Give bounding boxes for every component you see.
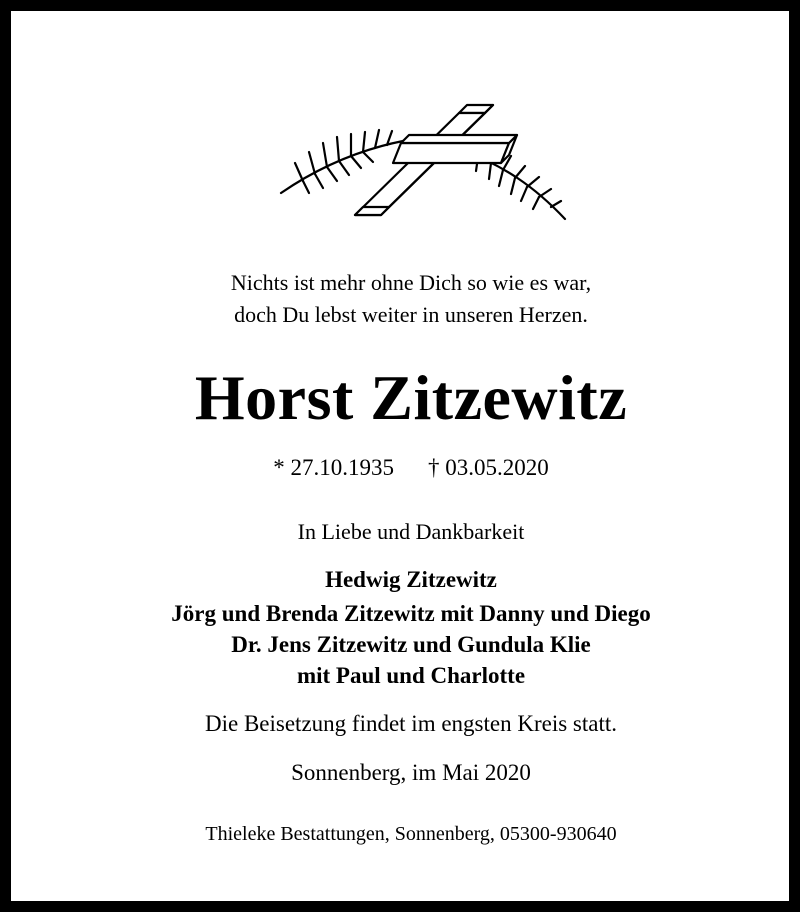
burial-note: Die Beisetzung findet im engsten Kreis statt. <box>205 711 617 736</box>
mourner-line: Hedwig Zitzewitz <box>325 567 497 592</box>
verse-line-2: doch Du lebst weiter in unseren Herzen. <box>234 302 588 327</box>
dedication: In Liebe und Dankbarkeit <box>297 519 525 544</box>
mourner-line: Jörg und Brenda Zitzewitz mit Danny und Diego <box>171 601 651 626</box>
verse-line-1: Nichts ist mehr ohne Dich so wie es war, <box>230 270 592 295</box>
funeral-home: Thieleke Bestattungen, Sonnenberg, 05300-930640 <box>205 823 617 845</box>
mourner-line: mit Paul und Charlotte <box>296 663 526 688</box>
mourner-line: Dr. Jens Zitzewitz und Gundula Klie <box>231 632 591 657</box>
cross-with-palm-branch-icon <box>273 95 573 227</box>
deceased-name: Horst Zitzewitz <box>194 362 628 433</box>
life-dates <box>11 455 800 481</box>
place-date: Sonnenberg, im Mai 2020 <box>291 760 531 785</box>
birth-date: * 27.10.1935 <box>273 455 394 480</box>
death-date: † 03.05.2020 <box>428 455 549 480</box>
